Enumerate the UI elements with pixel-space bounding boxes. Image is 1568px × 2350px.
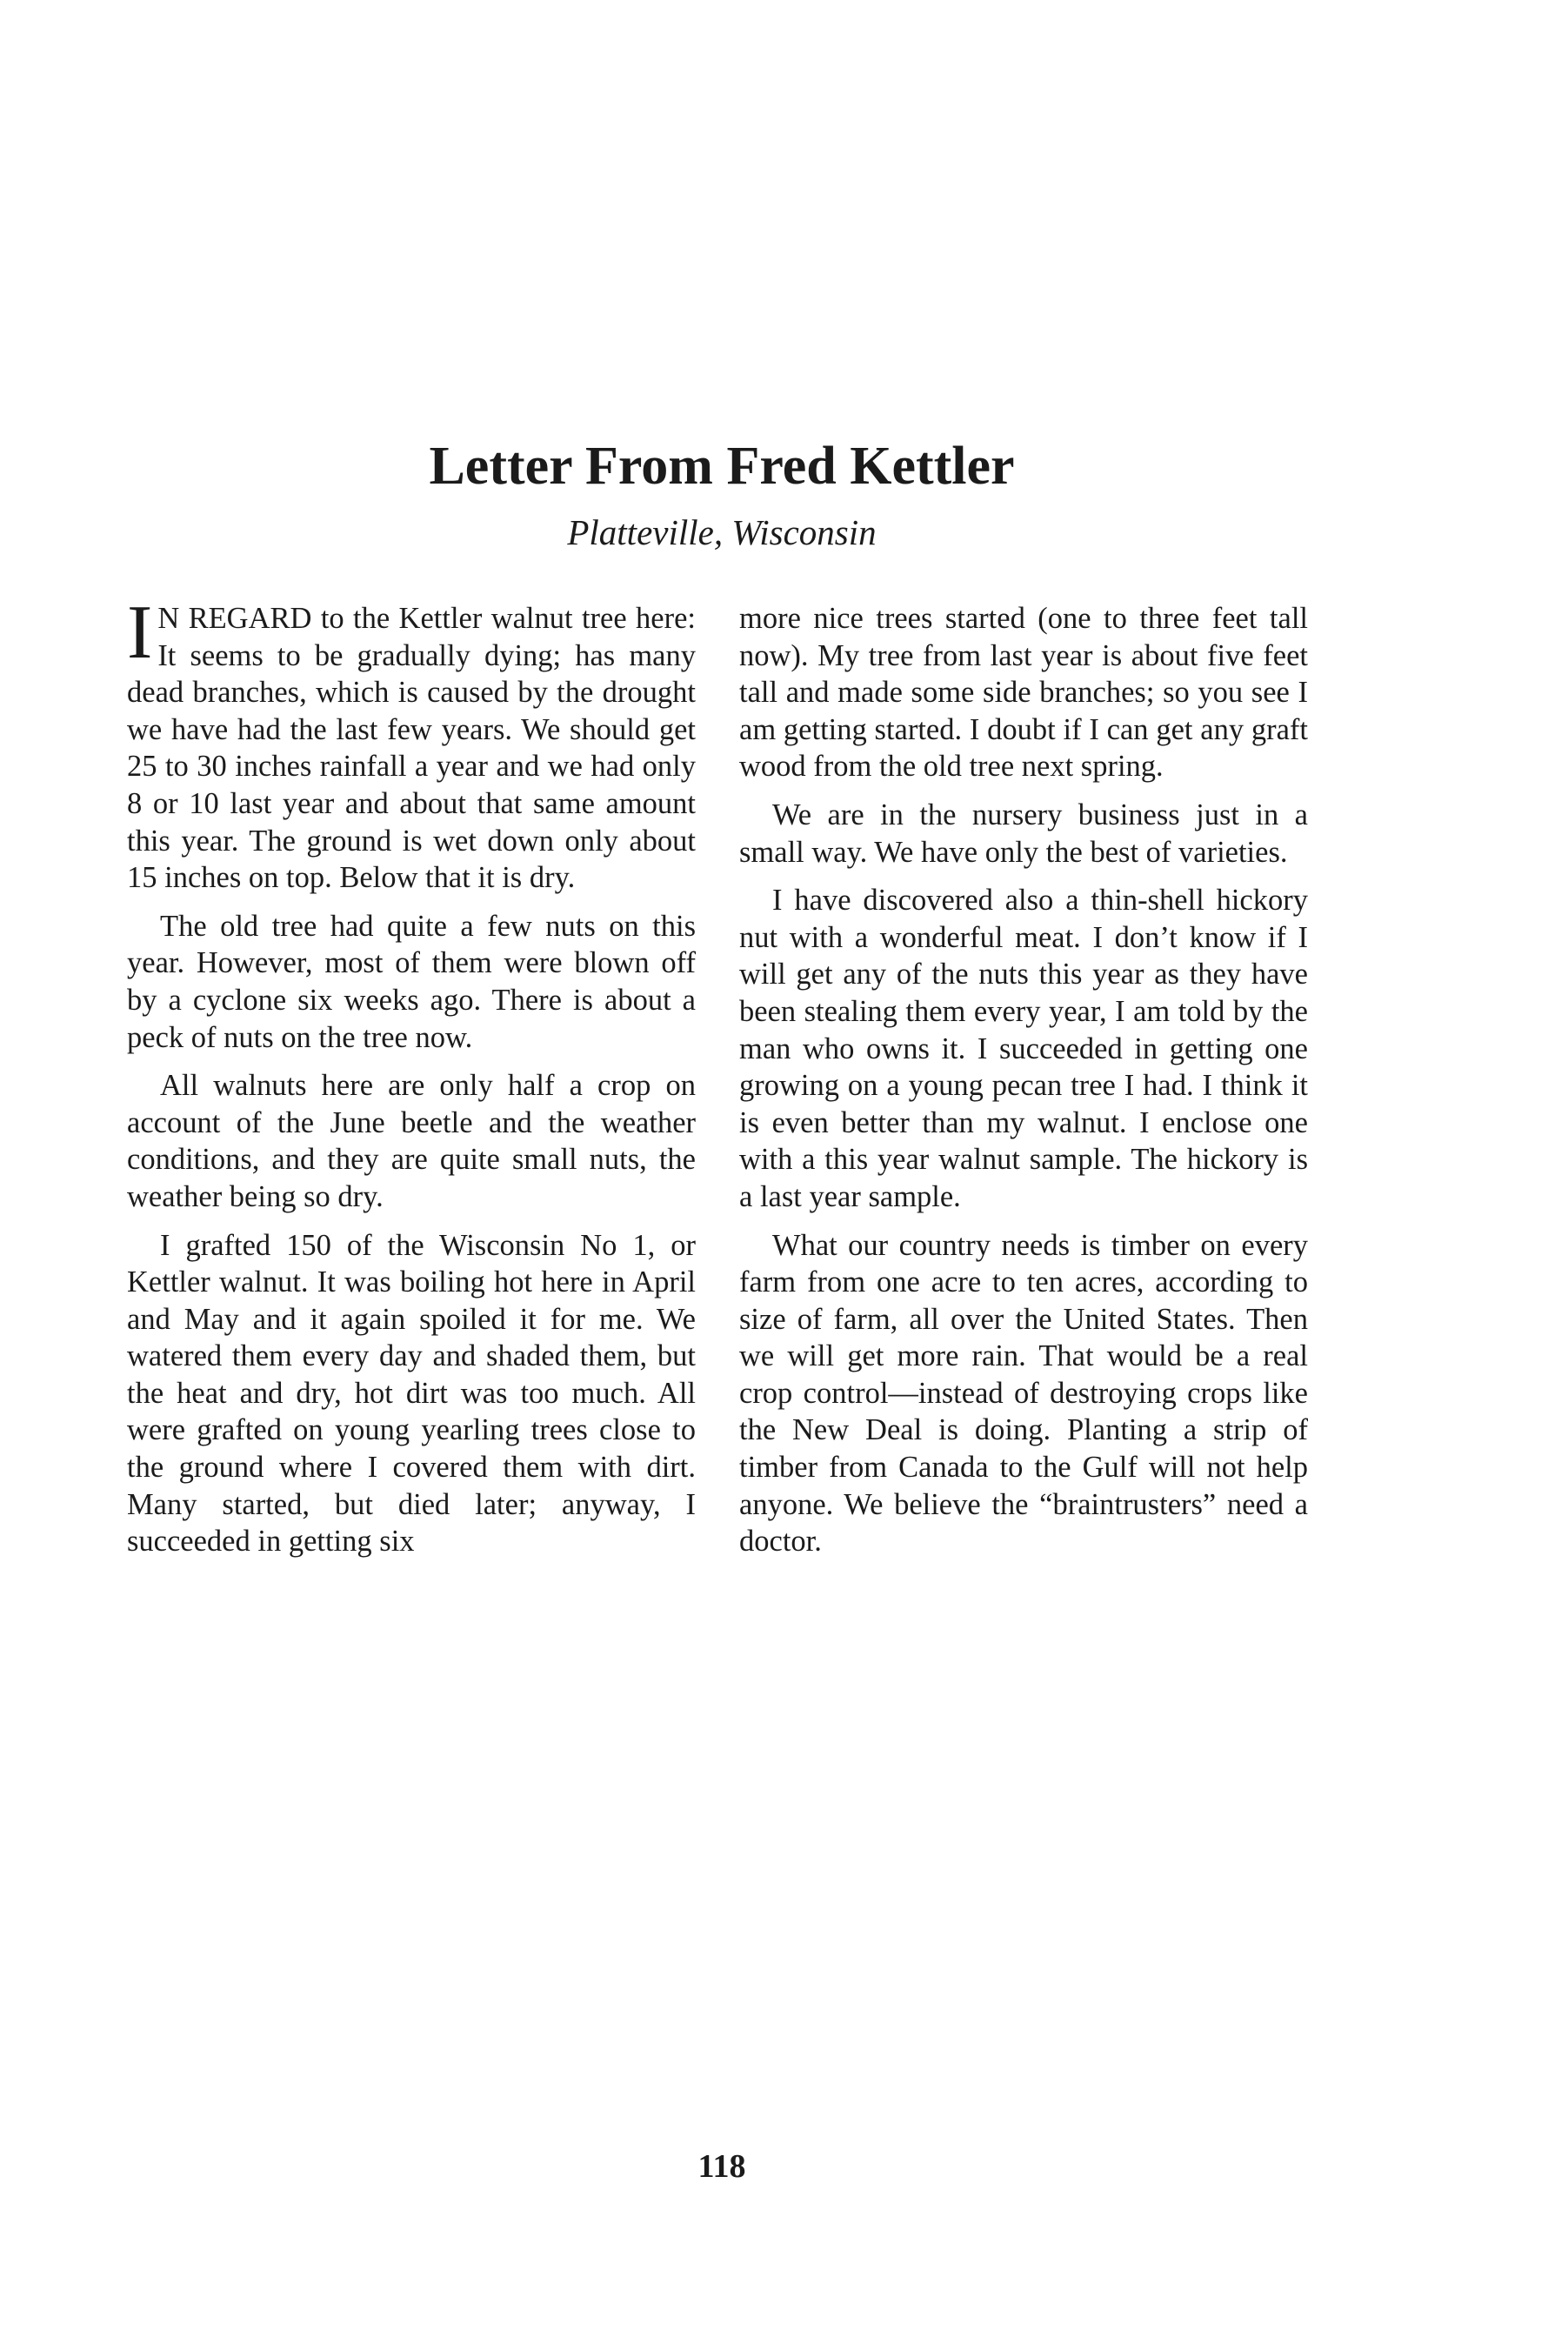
opening-paragraph-text: N REGARD to the Kettler walnut tree here: It seems to be gradually dying; has many dead branches, which is caused by the drought we have had the last few years. We should get 25 to 30 inches rainfall a year and we had only 8 or 10 last year and about that same amount this year. The ground is wet down only about 15 inches on top. Below that it is dry.: [127, 602, 696, 895]
article-location: Platteville, Wisconsin: [567, 512, 877, 552]
paragraph-hickory: I have discovered also a thin-shell hickory nut with a wonderful meat. I don’t know if I will get any of the nuts this year as they have been stealing them every year, I am told by the man who owns it. I succeeded in getting one growing on a young pecan tree I had. I think it is even better than my walnut. I enclose one with a this year walnut sample. The hickory is a last year sample.: [739, 884, 1308, 1213]
paragraph-grafting: I grafted 150 of the Wisconsin No 1, or Kettler walnut. It was boiling hot here in April and May and it again spoiled it for me. We watered them every day and shaded them, but the heat and dry, hot dirt was too much. All were grafted on young yearling trees close to the ground where I covered them with dirt. Many started, but died later; anyway, I succeeded in getting six: [127, 1228, 696, 1559]
paragraph-grafting-continued: more nice trees started (one to three feet tall now). My tree from last year is about five feet tall and made some side branches; so you see I am getting started. I doubt if I can get any graft wood from the old tree next spring.: [739, 602, 1308, 784]
paragraph-opening: [127, 591, 696, 897]
paragraph-walnut-crop: All walnuts here are only half a crop on account of the June beetle and the weather conditions, and they are quite small nuts, the weather being so dry.: [127, 1069, 696, 1213]
paragraph-timber: What our country needs is timber on every farm from one acre to ten acres, according to size of farm, all over the United States. Then we will get more rain. That would be a real crop control—instead of destroying crops like the New Deal is doing. Planting a strip of timber from Canada to the Gulf will not help anyone. We believe the “braintrusters” need a doctor.: [739, 1228, 1308, 1559]
article-title: Letter From Fred Kettler: [429, 437, 1015, 496]
drop-cap-initial: I: [127, 591, 153, 675]
left-column: [127, 591, 696, 1572]
right-column: [739, 600, 1308, 1572]
paragraph-nursery: We are in the nursery business just in a small way. We have only the best of varieties.: [739, 798, 1308, 869]
paragraph-old-tree: The old tree had quite a few nuts on this year. However, most of them were blown off by a cyclone six weeks ago. There is about a peck of nuts on the tree now.: [127, 909, 696, 1054]
page-number: 118: [697, 2148, 746, 2185]
